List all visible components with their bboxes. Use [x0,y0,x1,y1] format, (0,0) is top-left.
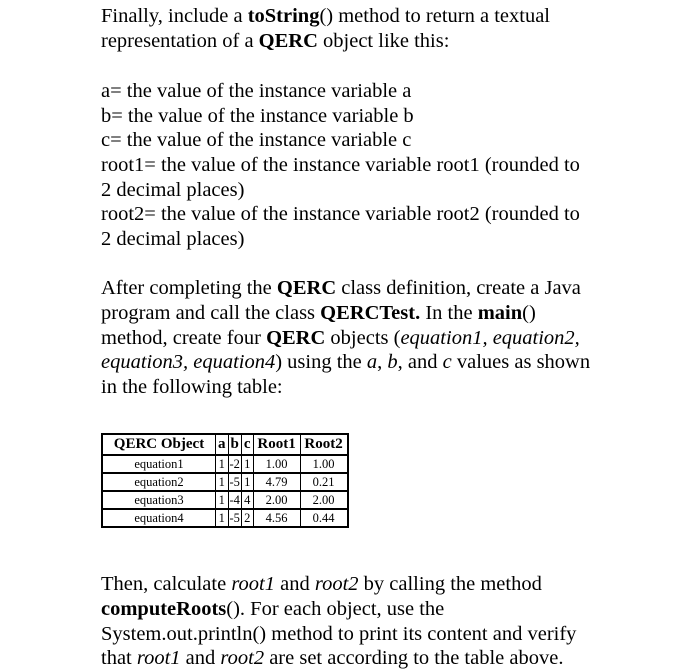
text-run: that [101,647,137,670]
text-line [101,597,661,622]
header-b: b [228,434,241,455]
format-line-root1-cont: 2 decimal places) [101,178,245,201]
format-line-root1: root1= the value of the instance variable root1 (rounded to [101,153,580,176]
text-line: System.out.println() method to print its content and verify [101,622,577,645]
cell-c: 1 [241,455,253,473]
text-line [101,276,661,301]
cell-a: 1 [216,473,229,491]
cell-c: 4 [241,491,253,509]
cell-a: 1 [216,509,229,527]
text-run: class definition, create a Java [336,277,581,300]
bold-term: main [477,301,523,324]
text-run: by calling the method [358,573,542,596]
spacer [101,528,661,572]
italic-term: a [366,351,378,374]
italic-term: equation3, equation4 [101,351,276,374]
bold-term: QERCTest. [320,301,421,324]
bold-term: toString [247,5,320,27]
text-line [101,572,661,597]
cell-b: -5 [229,511,240,526]
header-root2: Root2 [300,434,348,455]
spacer [101,251,661,276]
text-run: and [275,573,315,596]
cell-object: equation3 [102,491,216,509]
cell-root2: 0.21 [300,473,348,491]
text-run: representation of a [101,29,259,52]
text-run: () method to return a textual [319,5,550,27]
bold-term: computeRoots [101,597,227,620]
text-run: After completing the [101,277,277,300]
table-header-row [102,434,348,455]
cell-root1: 4.56 [253,509,300,527]
text-run: values as shown [451,351,591,374]
cell-c: 2 [241,509,253,527]
qerc-table [101,433,349,528]
format-line-root2: root2= the value of the instance variable root2 (rounded to [101,203,580,226]
text-run: (). For each object, use the [226,597,445,620]
text-run: objects ( [325,326,401,349]
cell-root2: 2.00 [300,491,348,509]
header-root1: Root1 [253,434,300,455]
text-line: in the following table: [101,375,283,398]
text-run: In the [420,301,478,324]
italic-term: root2 [314,573,359,596]
document-page [101,4,661,671]
cell-root1: 2.00 [253,491,300,509]
text-line [101,301,661,326]
text-run: program and call the class [101,301,321,324]
text-run: Finally, include a [101,5,248,27]
header-qerc-object: QERC Object [102,434,216,455]
spacer [101,53,661,79]
text-run: and [180,647,221,670]
text-line [101,646,661,671]
italic-term: b [387,351,398,374]
text-line [101,350,661,375]
cell-root1: 1.00 [253,455,300,473]
paragraph-tostring [101,4,661,53]
cell-root2: 0.44 [300,509,348,527]
text-line [101,4,661,29]
italic-term: equation1, equation2, [400,326,580,349]
header-c: c [241,434,253,455]
italic-term: root2 [220,647,265,670]
table-row [102,509,348,527]
paragraph-output-format [101,79,661,251]
bold-term: QERC [258,29,318,52]
format-line-root2-cont: 2 decimal places) [101,227,245,250]
text-run: , [377,351,388,374]
spacer [101,399,661,433]
text-run: are set according to the table above. [264,647,564,670]
text-run: Then, calculate [101,573,232,596]
text-run: () [522,301,536,324]
italic-term: c [442,351,452,374]
format-line-a: a= the value of the instance variable a [101,80,412,103]
text-run: method, create four [101,326,267,349]
paragraph-qerctest [101,276,661,399]
cell-a: 1 [216,491,229,509]
bold-term: QERC [276,277,337,300]
text-line [101,326,661,351]
cell-c: 1 [241,473,253,491]
italic-term: root1 [136,647,181,670]
cell-object: equation4 [102,509,216,527]
table-row [102,455,348,473]
cell-a: 1 [216,455,229,473]
text-run: object like this: [317,29,450,52]
text-run: , and [397,351,443,374]
table-row [102,473,348,491]
header-a: a [216,434,229,455]
cell-b: -2 [229,457,240,472]
bold-term: QERC [266,326,326,349]
text-line [101,29,661,54]
cell-b: -4 [229,493,240,508]
cell-object: equation1 [102,455,216,473]
cell-root2: 1.00 [300,455,348,473]
cell-object: equation2 [102,473,216,491]
italic-term: root1 [231,573,275,596]
table-row [102,491,348,509]
format-line-b: b= the value of the instance variable b [101,104,414,127]
format-line-c: c= the value of the instance variable c [101,129,412,152]
cell-b: -5 [229,475,240,490]
paragraph-compute-roots [101,572,661,670]
text-run: ) using the [275,351,367,374]
cell-root1: 4.79 [253,473,300,491]
